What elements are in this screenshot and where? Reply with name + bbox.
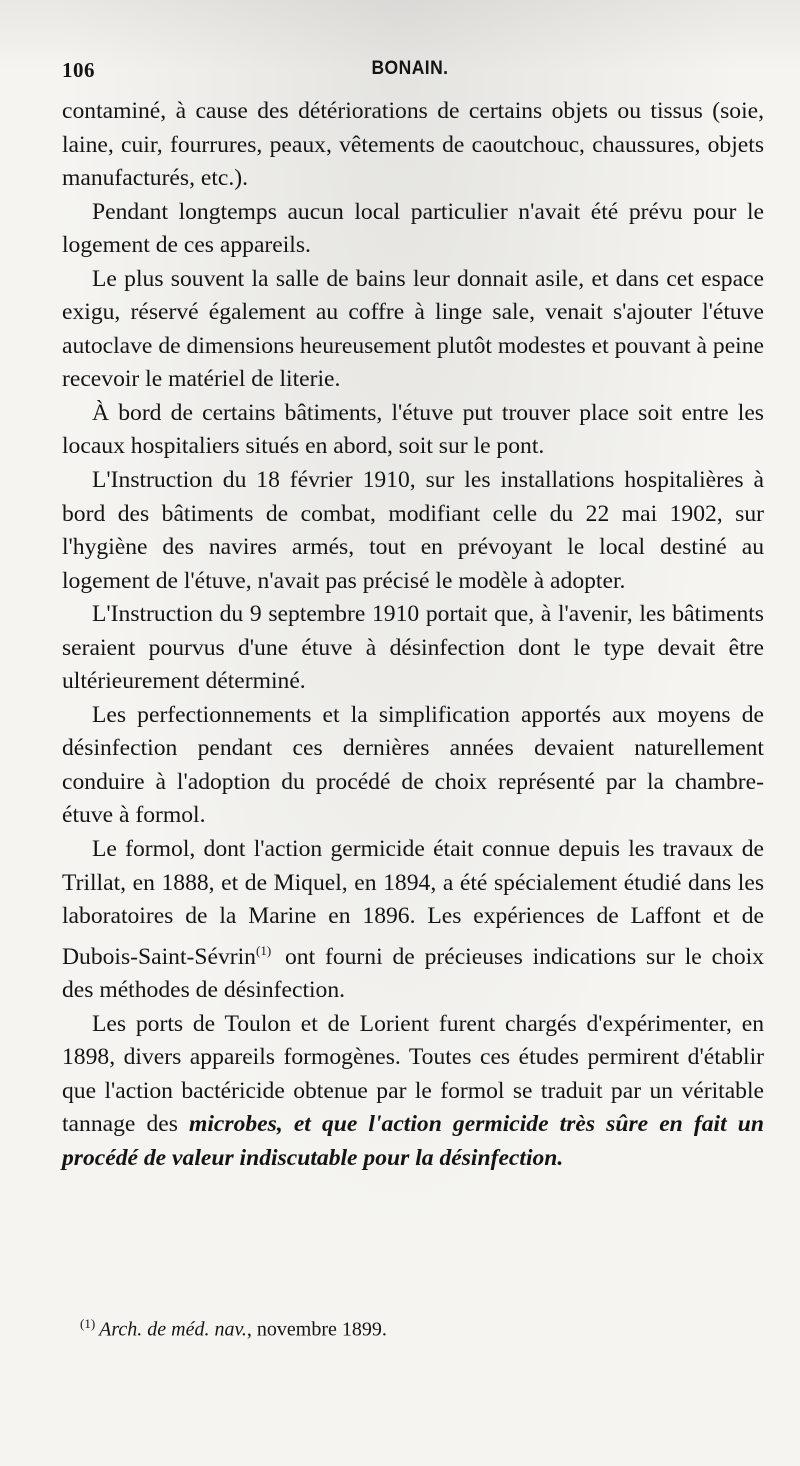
italic-emphasis: microbes, et que l'action germicide très sûre en fait un procédé de valeur indiscutable pour la désinfection. [62,1111,765,1171]
footnote-source: Arch. de méd. nav. [99,1318,247,1341]
paragraph: À bord de certains bâtiments, l'étuve put trouver place soit entre les locaux hospitaliers situés en abord, soit sur le pont. [62,399,764,460]
paragraph-text: ont fourni de précieuses indications sur le choix des méthodes de désinfection. [62,943,764,1004]
footnote-reference: (1) [255,942,272,958]
running-title: BONAIN. [371,58,449,79]
paragraph [62,1008,764,1176]
paragraph: contaminé, à cause des détériorations de certains objets ou tissus (soie, laine, cuir, fourrures, peaux, vêtements de caoutchouc, chaussures, objets manufacturés, etc.). [62,98,764,192]
paragraph: L'Instruction du 9 septembre 1910 portait que, à l'avenir, les bâtiments seraient pourvus d'une étuve à désinfection dont le type devait être ultérieurement déterminé. [62,601,764,695]
paragraph: Pendant longtemps aucun local particulier n'avait été prévu pour le logement de ces appareils. [62,198,764,259]
footnote-text: , novembre 1899. [246,1318,387,1341]
paragraph: Les perfectionnements et la simplification apportés aux moyens de désinfection pendant ces dernières années devaient naturellement conduire à l'adoption du procédé de choix représenté par la chambre-étuve à formol. [62,701,764,829]
page-number: 106 [62,58,95,82]
paragraph: L'Instruction du 18 février 1910, sur les installations hospitalières à bord des bâtiments de combat, modifiant celle du 22 mai 1902, sur l'hygiène des navires armés, tout en prévoyant le local destiné au logement de l'étuve, n'avait pas précisé le modèle à adopter. [62,467,764,594]
paragraph: Le plus souvent la salle de bains leur donnait asile, et dans cet espace exigu, réservé également au coffre à linge sale, venait s'ajouter l'étuve autoclave de dimensions heureusement plutôt modestes et pouvant à peine recevoir le matériel de literie. [62,265,764,393]
footnote-mark: (1) [80,1316,96,1331]
paragraph [62,833,764,1008]
body-text [62,95,764,1175]
paragraph-text: Le formol, dont l'action germicide était connue depuis les travaux de Trillat, en 1888, et de Miquel, en 1894, a été spécialement étudié dans les laboratoires de la Marine en 1896. Les expériences de Laffont et de Dubois-Saint-Sévrin [62,836,764,970]
running-header [62,58,758,88]
footnote [80,1311,720,1343]
paragraph-text: Les ports de Toulon et de Lorient furent chargés d'expérimenter, en 1898, divers appareils formogènes. Toutes ces études permirent d'établir que l'action bactéricide obtenue par le formol se traduit par un véritable tannage des [62,1010,764,1138]
